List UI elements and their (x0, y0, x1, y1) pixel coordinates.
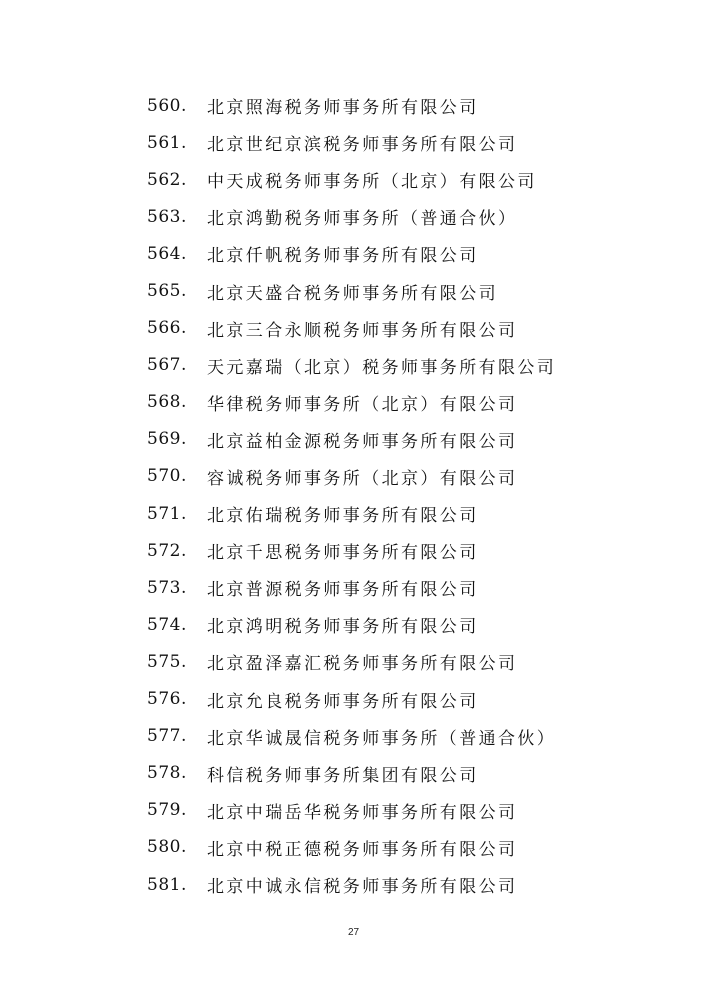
firm-name: 北京中诚永信税务师事务所有限公司 (207, 877, 518, 898)
entry-number: 580. (147, 837, 187, 858)
firm-name: 中天成税务师事务所（北京）有限公司 (207, 172, 537, 193)
entry-number: 577. (147, 726, 187, 747)
list-item (147, 235, 667, 272)
entry-number: 560. (147, 95, 187, 116)
firm-name: 天元嘉瑞（北京）税务师事务所有限公司 (207, 357, 557, 378)
firm-name: 北京仟帆税务师事务所有限公司 (207, 246, 479, 267)
list-item (147, 755, 667, 792)
list-item (147, 718, 667, 755)
list-item (147, 310, 667, 347)
firm-name: 北京普源税务师事务所有限公司 (207, 580, 479, 601)
firm-name: 北京天盛合税务师事务所有限公司 (207, 283, 498, 304)
entry-number: 578. (147, 763, 187, 784)
list-item (147, 384, 667, 421)
entry-number: 565. (147, 281, 187, 302)
list-item (147, 198, 667, 235)
firm-list (147, 87, 667, 903)
entry-number: 567. (147, 355, 187, 376)
list-item (147, 87, 667, 124)
list-item (147, 606, 667, 643)
list-item (147, 532, 667, 569)
list-item (147, 272, 667, 309)
entry-number: 574. (147, 614, 187, 635)
entry-number: 571. (147, 503, 187, 524)
entry-number: 562. (147, 169, 187, 190)
list-item (147, 495, 667, 532)
firm-name: 北京允良税务师事务所有限公司 (207, 691, 479, 712)
firm-name: 北京鸿明税务师事务所有限公司 (207, 617, 479, 638)
list-item (147, 569, 667, 606)
firm-name: 北京世纪京滨税务师事务所有限公司 (207, 135, 518, 156)
firm-name: 容诚税务师事务所（北京）有限公司 (207, 468, 518, 489)
entry-number: 579. (147, 800, 187, 821)
firm-name: 北京华诚晟信税务师事务所（普通合伙） (207, 728, 557, 749)
firm-name: 科信税务师事务所集团有限公司 (207, 765, 479, 786)
entry-number: 563. (147, 206, 187, 227)
firm-name: 华律税务师事务所（北京）有限公司 (207, 394, 518, 415)
list-item (147, 643, 667, 680)
list-item (147, 421, 667, 458)
list-item (147, 792, 667, 829)
list-item (147, 124, 667, 161)
firm-name: 北京中税正德税务师事务所有限公司 (207, 839, 518, 860)
list-item (147, 681, 667, 718)
list-item (147, 829, 667, 866)
list-item (147, 347, 667, 384)
firm-name: 北京照海税务师事务所有限公司 (207, 98, 479, 119)
entry-number: 573. (147, 577, 187, 598)
entry-number: 569. (147, 429, 187, 450)
entry-number: 581. (147, 874, 187, 895)
list-item (147, 458, 667, 495)
firm-name: 北京益柏金源税务师事务所有限公司 (207, 431, 518, 452)
firm-name: 北京中瑞岳华税务师事务所有限公司 (207, 802, 518, 823)
entry-number: 564. (147, 243, 187, 264)
firm-name: 北京千思税务师事务所有限公司 (207, 543, 479, 564)
page-number: 27 (347, 927, 360, 938)
list-item (147, 866, 667, 903)
firm-name: 北京盈泽嘉汇税务师事务所有限公司 (207, 654, 518, 675)
entry-number: 570. (147, 466, 187, 487)
entry-number: 575. (147, 651, 187, 672)
firm-name: 北京佑瑞税务师事务所有限公司 (207, 506, 479, 527)
entry-number: 568. (147, 392, 187, 413)
entry-number: 566. (147, 318, 187, 339)
entry-number: 572. (147, 540, 187, 561)
entry-number: 561. (147, 132, 187, 153)
firm-name: 北京鸿勤税务师事务所（普通合伙） (207, 209, 518, 230)
list-item (147, 161, 667, 198)
firm-name: 北京三合永顺税务师事务所有限公司 (207, 320, 518, 341)
entry-number: 576. (147, 689, 187, 710)
